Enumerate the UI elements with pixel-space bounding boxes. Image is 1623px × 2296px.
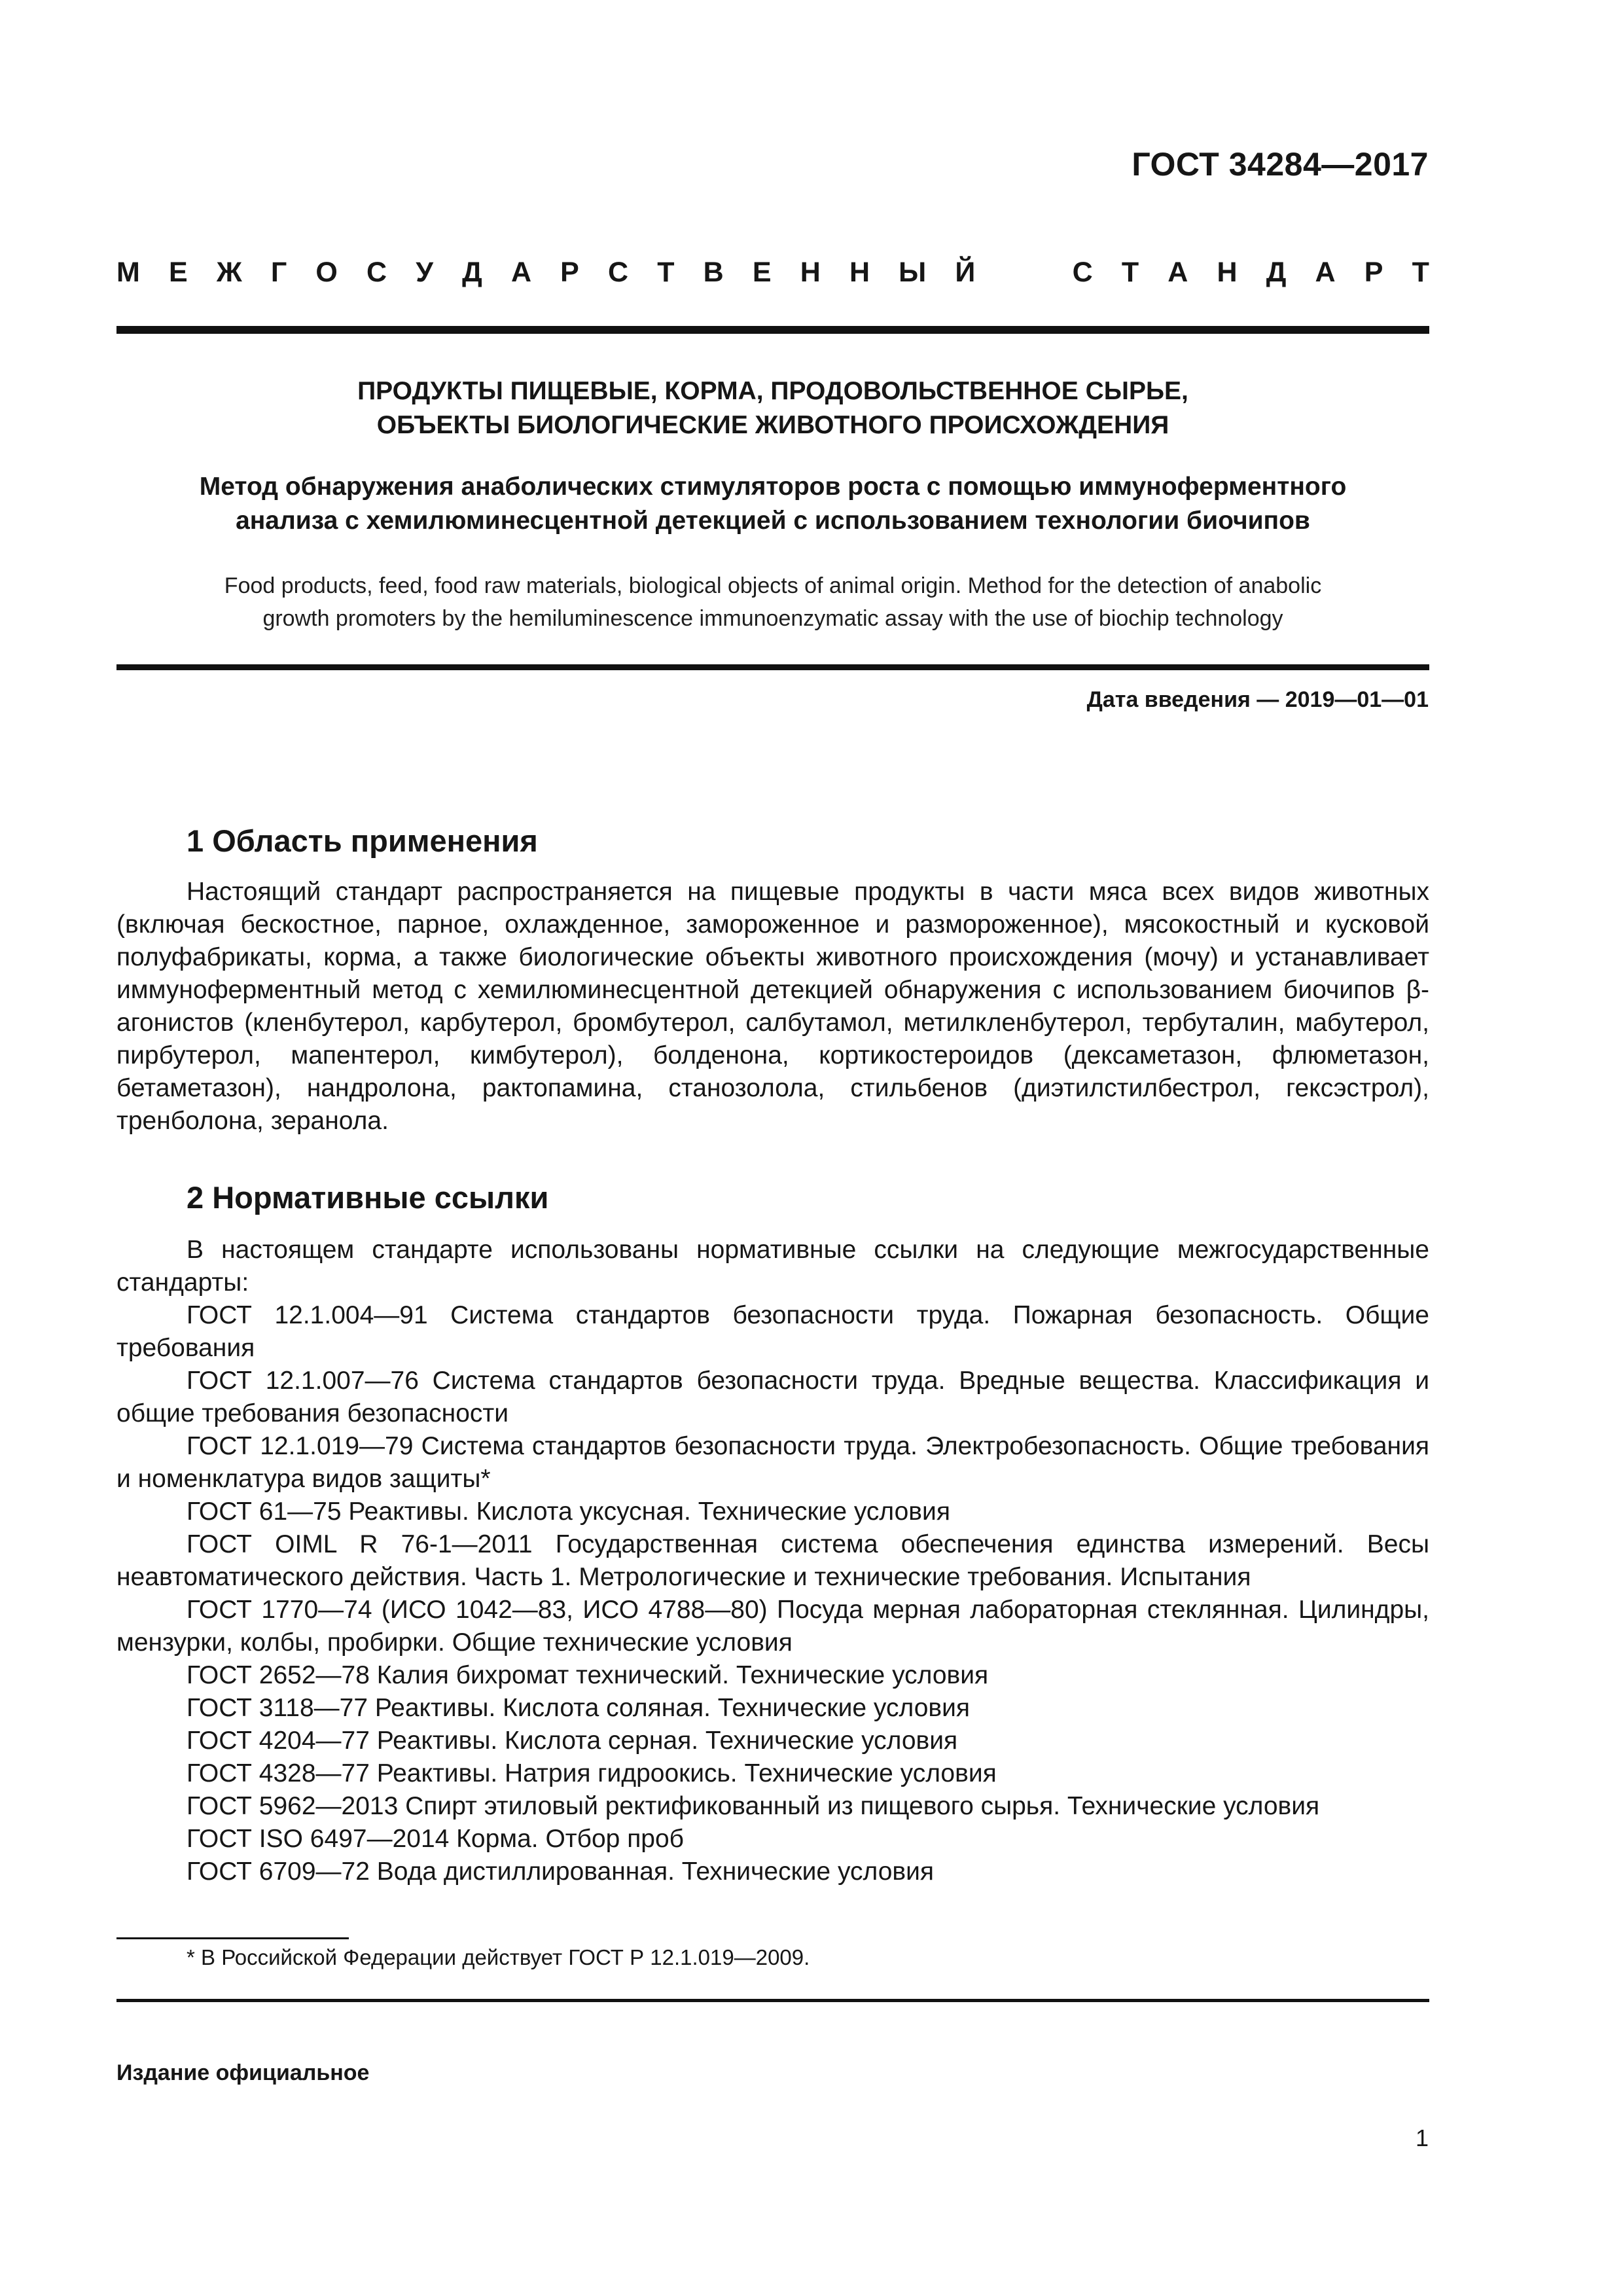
title-letter: М xyxy=(116,257,140,288)
english-title-line: growth promoters by the hemiluminescence immunoenzymatic assay with the use of biochip technology xyxy=(262,606,1283,631)
title-letter: Т xyxy=(1412,257,1429,288)
title-letter: Й xyxy=(955,257,976,288)
title-letter: Р xyxy=(560,257,579,288)
scope-paragraph: Настоящий стандарт распространяется на пищевые продукты в части мяса всех видов животных (включая бескостное, парное, охлажденное, замороженное и размороженное), мясокостный и кусковой полуфабрикаты, корма, а также биологические объекты животного происхождения (мочу) и устанавливает иммуноферментный метод с хемилюминесцентной детекцией обнаружения с использованием биочипов β-агонистов (кленбутерол, карбутерол, бромбутерол, салбутамол, метилкленбутерол, тербуталин, мабутерол, пирбутерол, мапентерол, кимбутерол), болденона, кортикостероидов (дексаметазон, флюметазон, бетаметазон), нандролона, рактопамина, станозолола, стильбенов (диэтилстилбестрол, гексэстрол), тренболона, зеранола. xyxy=(116,878,1429,1135)
title-letter: Е xyxy=(168,257,188,288)
reference-item: ГОСТ 4204—77 Реактивы. Кислота серная. Технические условия xyxy=(187,1727,958,1755)
reference-item: ГОСТ 4328—77 Реактивы. Натрия гидроокись. Технические условия xyxy=(187,1759,997,1787)
title-letter: Ж xyxy=(216,257,242,288)
section-2-body xyxy=(116,1234,1429,1888)
reference-item: ГОСТ OIML R 76-1—2011 Государственная система обеспечения единства измерений. Весы неавтоматического действия. Часть 1. Метрологические и технические требования. Испытания xyxy=(116,1530,1429,1591)
standard-type-title xyxy=(116,257,1429,289)
title-letter: С xyxy=(1072,257,1093,288)
title-line: ОБЪЕКТЫ БИОЛОГИЧЕСКИЕ ЖИВОТНОГО ПРОИСХОЖДЕНИЯ xyxy=(376,411,1169,439)
page-number: 1 xyxy=(1415,2125,1429,2151)
subtitle-line: анализа с хемилюминесцентной детекцией с использованием технологии биочипов xyxy=(236,507,1310,535)
section-2-heading: 2 Нормативные ссылки xyxy=(187,1180,549,1215)
footer-rule xyxy=(116,1999,1429,2002)
title-letter: У xyxy=(416,257,433,288)
title-letter: Т xyxy=(657,257,675,288)
reference-item: ГОСТ 12.1.007—76 Система стандартов безопасности труда. Вредные вещества. Классификация и общие требования безопасности xyxy=(116,1367,1429,1427)
section-1-body xyxy=(116,876,1429,1138)
title-word-gap xyxy=(1004,257,1043,289)
title-letter: Т xyxy=(1121,257,1139,288)
section-1-heading: 1 Область применения xyxy=(187,823,538,858)
method-title xyxy=(116,470,1429,538)
reference-item: ГОСТ ISO 6497—2014 Корма. Отбор проб xyxy=(187,1825,685,1853)
english-title xyxy=(116,569,1429,635)
title-line: ПРОДУКТЫ ПИЩЕВЫЕ, КОРМА, ПРОДОВОЛЬСТВЕННОЕ СЫРЬЕ, xyxy=(357,377,1188,405)
subtitle-line: Метод обнаружения анаболических стимуляторов роста с помощью иммуноферментного xyxy=(199,473,1347,501)
reference-item: ГОСТ 12.1.019—79 Система стандартов безопасности труда. Электробезопасность. Общие требования и номенклатура видов защиты* xyxy=(116,1432,1429,1493)
title-letter: Н xyxy=(800,257,821,288)
title-letter: Г xyxy=(270,257,287,288)
title-letter: С xyxy=(608,257,629,288)
footnote-rule xyxy=(116,1937,349,1939)
english-title-line: Food products, feed, food raw materials, biological objects of animal origin. Method for the detection of anabolic xyxy=(224,573,1322,598)
title-letter: О xyxy=(315,257,338,288)
title-letter: С xyxy=(366,257,387,288)
title-letter: Д xyxy=(462,257,482,288)
footnote: * В Российской Федерации действует ГОСТ Р 12.1.019—2009. xyxy=(187,1945,810,1969)
references-intro: В настоящем стандарте использованы нормативные ссылки на следующие межгосударственные стандарты: xyxy=(116,1236,1429,1297)
title-letter: В xyxy=(703,257,724,288)
references-list xyxy=(116,1299,1429,1888)
title-letter: А xyxy=(1168,257,1188,288)
header-rule xyxy=(116,326,1429,334)
title-letter: Е xyxy=(752,257,772,288)
title-letter: Д xyxy=(1266,257,1287,288)
reference-item: ГОСТ 2652—78 Калия бихромат технический. Технические условия xyxy=(187,1661,989,1689)
reference-item: ГОСТ 12.1.004—91 Система стандартов безопасности труда. Пожарная безопасность. Общие требования xyxy=(116,1301,1429,1362)
title-letter: Ы xyxy=(899,257,927,288)
reference-item: ГОСТ 61—75 Реактивы. Кислота уксусная. Технические условия xyxy=(187,1498,950,1526)
title-letter: А xyxy=(510,257,531,288)
introduction-date: Дата введения — 2019—01—01 xyxy=(1086,687,1429,712)
title-letter: А xyxy=(1315,257,1336,288)
title-letter: Н xyxy=(1217,257,1238,288)
reference-item: ГОСТ 3118—77 Реактивы. Кислота соляная. Технические условия xyxy=(187,1694,971,1722)
edition-label: Издание официальное xyxy=(116,2060,370,2085)
title-letter: Н xyxy=(849,257,870,288)
title-letter: Р xyxy=(1364,257,1383,288)
title-rule xyxy=(116,664,1429,670)
document-number: ГОСТ 34284—2017 xyxy=(1132,146,1429,183)
reference-item: ГОСТ 5962—2013 Спирт этиловый ректификованный из пищевого сырья. Технические условия xyxy=(187,1792,1320,1820)
reference-item: ГОСТ 1770—74 (ИСО 1042—83, ИСО 4788—80) Посуда мерная лабораторная стеклянная. Цилиндры, мензурки, колбы, пробирки. Общие технические условия xyxy=(116,1596,1429,1657)
document-title xyxy=(116,374,1429,442)
reference-item: ГОСТ 6709—72 Вода дистиллированная. Технические условия xyxy=(187,1857,935,1886)
